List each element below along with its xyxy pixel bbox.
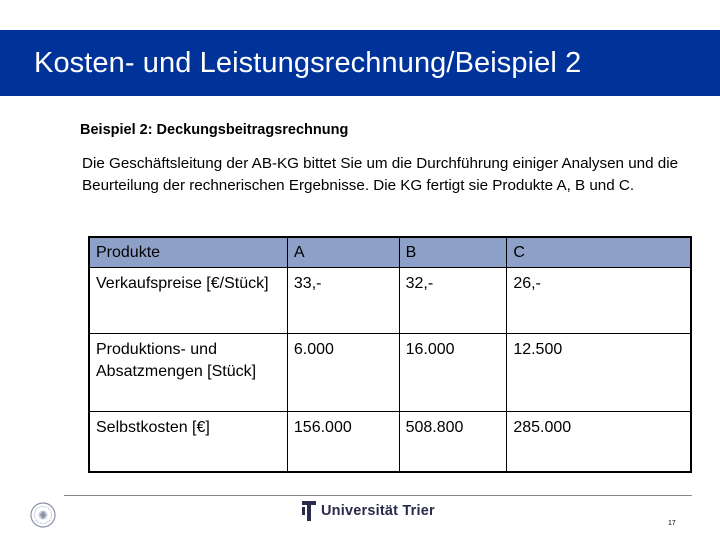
row-label: Selbstkosten [€] — [89, 412, 287, 472]
footer-divider — [64, 495, 692, 496]
table-row — [89, 412, 691, 472]
cell-c: 285.000 — [507, 412, 691, 472]
page-title: Kosten- und Leistungsrechnung/Beispiel 2 — [34, 46, 582, 79]
title-bar — [0, 30, 720, 96]
header-cell-products: Produkte — [89, 237, 287, 268]
row-label: Verkaufspreise [€/Stück] — [89, 268, 287, 334]
page-number: 17 — [668, 520, 676, 527]
university-logo-text: Universität Trier — [321, 503, 435, 519]
header-cell-b: B — [399, 237, 507, 268]
cell-a: 156.000 — [287, 412, 399, 472]
cell-b: 508.800 — [399, 412, 507, 472]
product-table — [88, 236, 692, 473]
header-cell-a: A — [287, 237, 399, 268]
section-subtitle: Beispiel 2: Deckungsbeitragsrechnung — [80, 122, 349, 138]
university-seal-icon — [30, 502, 56, 528]
cell-a: 6.000 — [287, 334, 399, 412]
table-header-row — [89, 237, 691, 268]
cell-c: 12.500 — [507, 334, 691, 412]
intro-text: Die Geschäftsleitung der AB-KG bittet Sie um die Durchführung einiger Analysen und die Beurteilung der rechnerischen Ergebnisse. Die KG fertigt sie Produkte A, B und C. — [82, 155, 679, 194]
header-cell-c: C — [507, 237, 691, 268]
row-label: Produktions- und Absatzmengen [Stück] — [89, 334, 287, 412]
table-row — [89, 268, 691, 334]
university-logo — [302, 500, 435, 522]
cell-b: 32,- — [399, 268, 507, 334]
table-row — [89, 334, 691, 412]
cell-b: 16.000 — [399, 334, 507, 412]
cell-c: 26,- — [507, 268, 691, 334]
university-logo-mark-icon — [302, 501, 316, 521]
cell-a: 33,- — [287, 268, 399, 334]
